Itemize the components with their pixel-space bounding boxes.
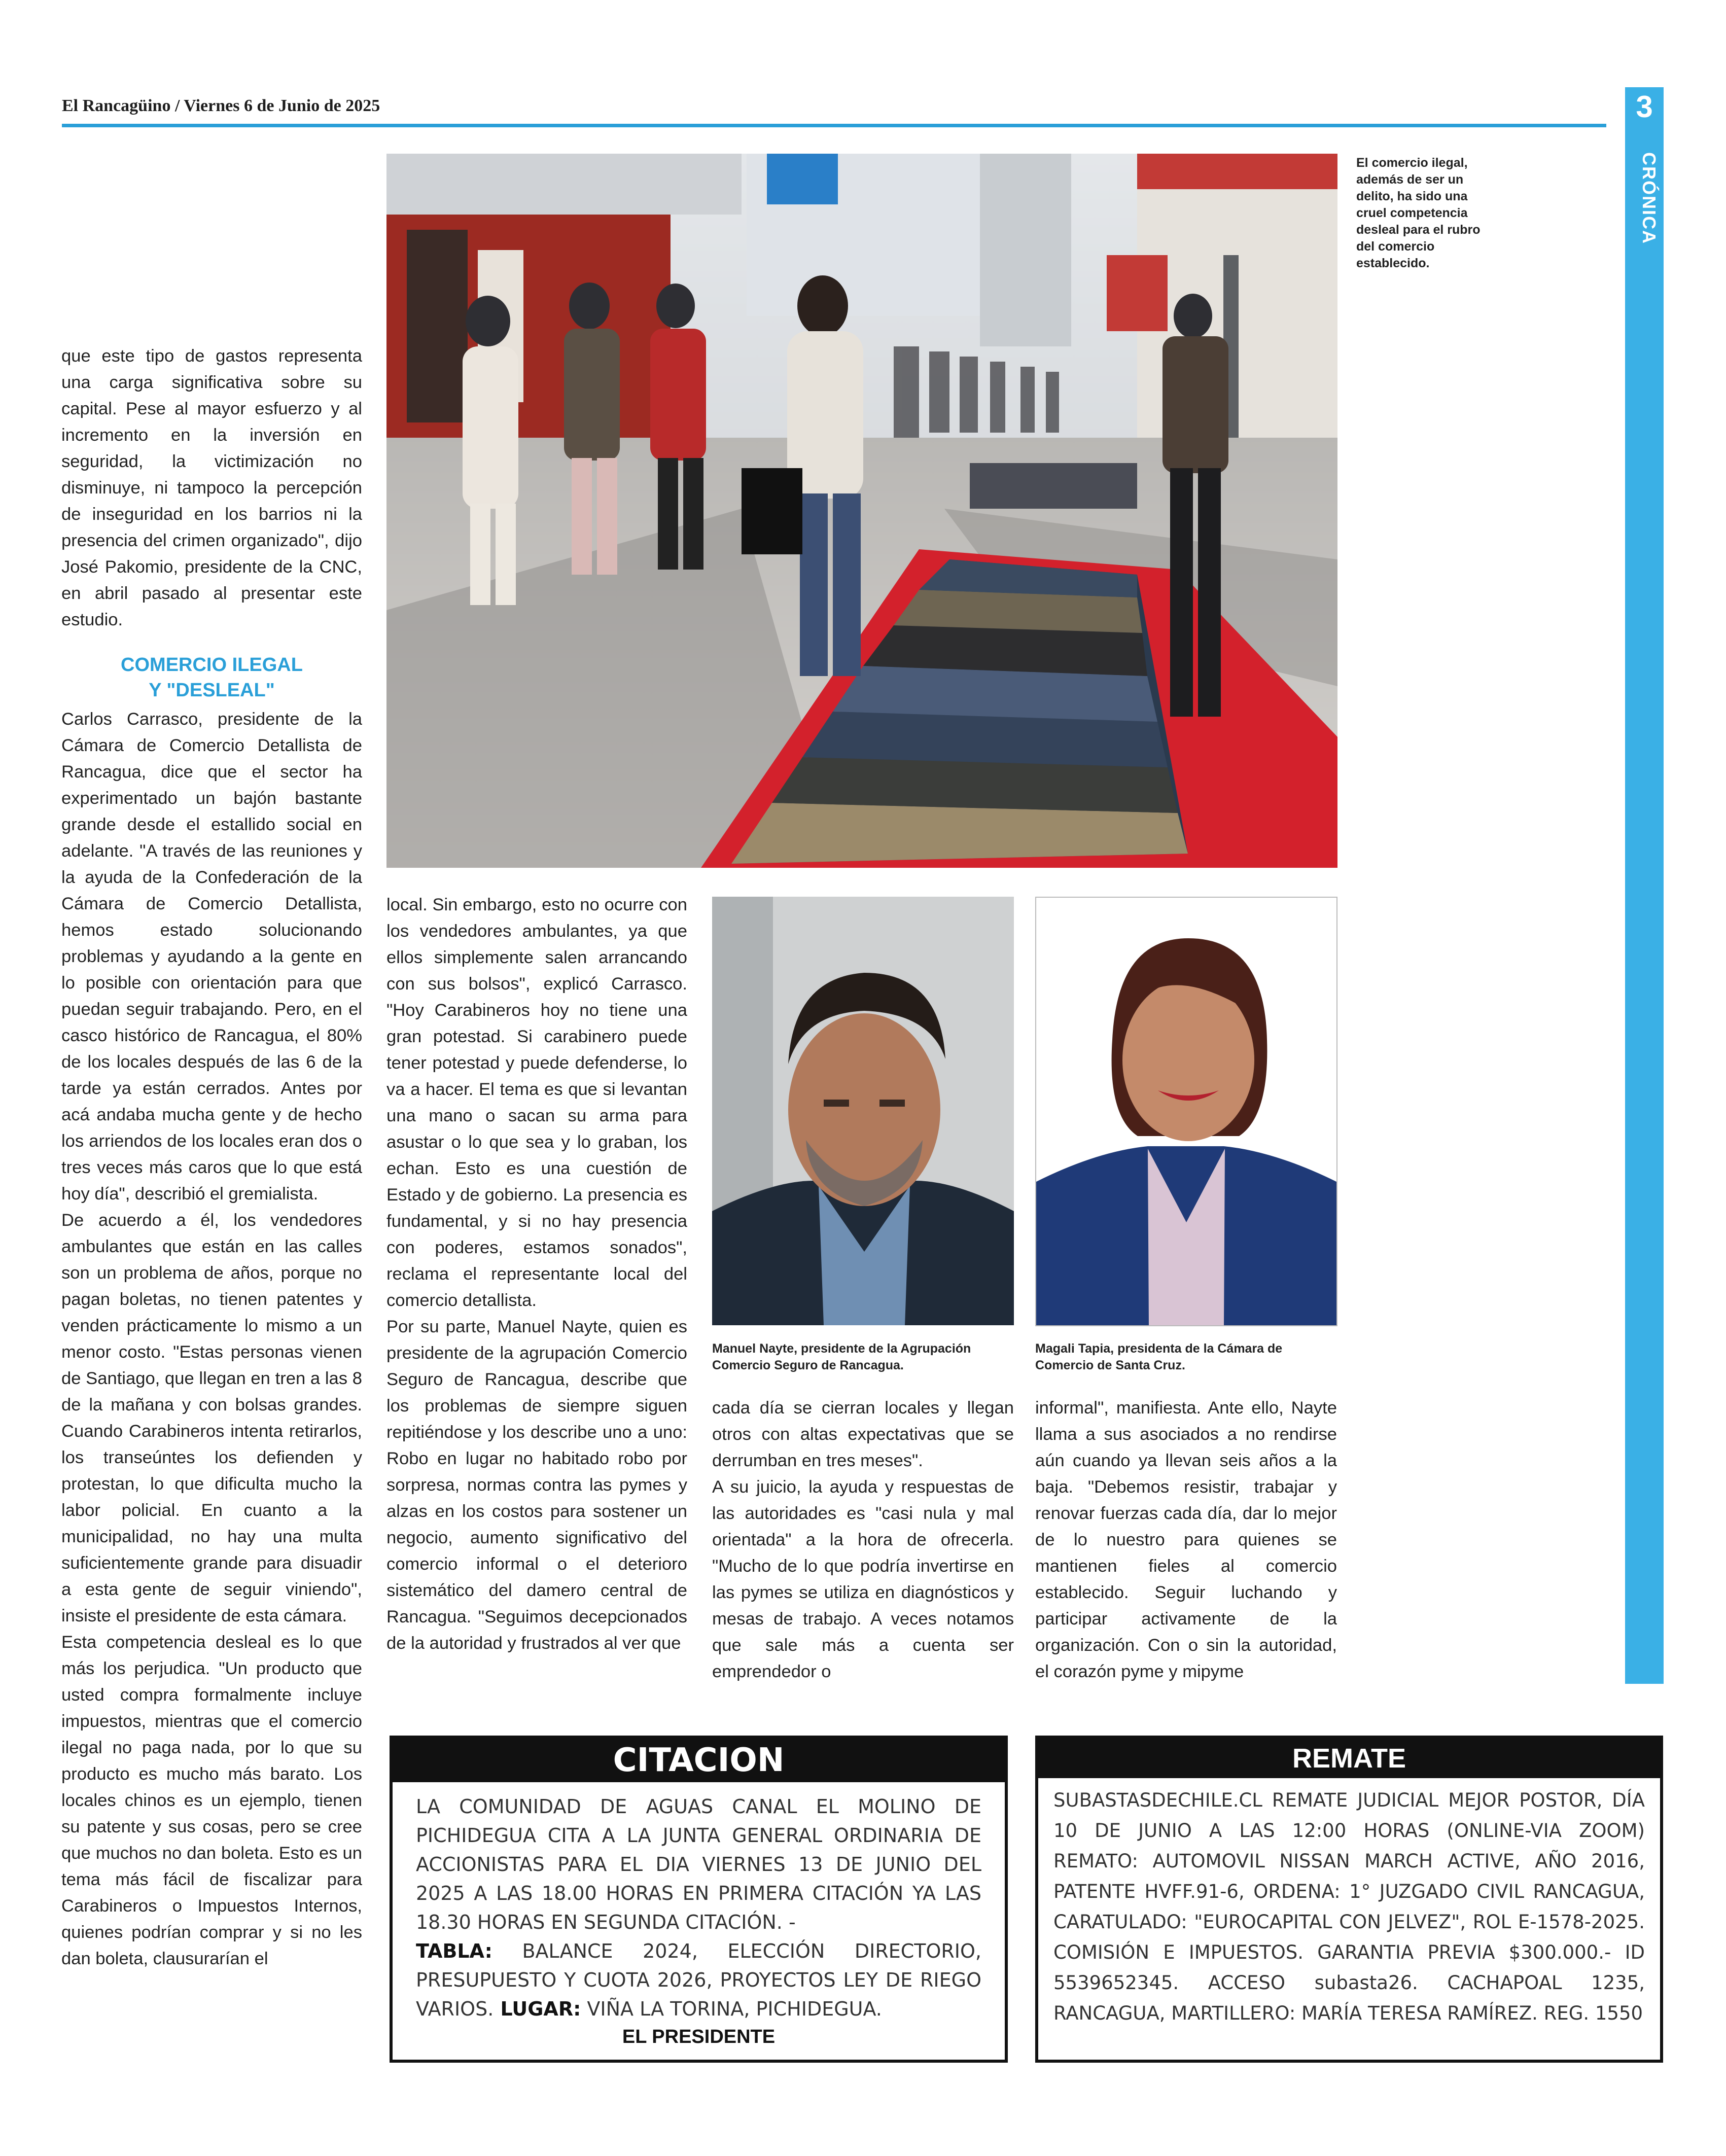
section-tab bbox=[1625, 87, 1664, 1684]
street-photo-illustration bbox=[386, 154, 1337, 868]
subheading-line-2: Y "DESLEAL" bbox=[149, 680, 275, 701]
main-photo-caption: El comercio ilegal, además de ser un delito, ha sido una cruel competencia desleal para el rubro del comercio establecido. bbox=[1356, 156, 1481, 270]
paragraph: Por su parte, Manuel Nayte, quien es presidente de la agrupación Comercio Seguro de Rancagua, describe que los problemas de siempre siguen repitiéndose y los describe uno a uno: Robo en lugar no habitado robo por sorpresa, normas contra las pymes y alzas en los costos para sostener un negocio, aumento significativo del comercio informal o el deterioro sistemático del damero central de Rancagua. "Seguimos decepcionados de la autoridad y frustrados al ver que bbox=[386, 1317, 687, 1653]
tabla-label: TABLA: bbox=[416, 1940, 492, 1962]
paragraph: local. Sin embargo, esto no ocurre con los vendedores ambulantes, ya que ellos simplemente salen arrancando con sus bolsos", explicó Carrasco. "Hoy Carabineros hoy no tiene una gran potestad. Si carabinero puede tener potestad y puede defenderse, lo va a hacer. El tema es que si levantan una mano o sacan su arma para asustar o lo que sea y lo graban, los echan. Esto es una cuestión de Estado y de gobierno. La presencia es fundamental, y si no hay presencia con poderes, estamos sonados", reclama el representante local del comercio detallista. bbox=[386, 895, 687, 1310]
header-separator: / bbox=[174, 96, 180, 115]
page-number: 3 bbox=[1636, 90, 1653, 124]
paragraph: Esta competencia desleal es lo que más los perjudica. "Un producto que usted compra formalmente incluye impuestos, mientras que el comercio ilegal no paga nada, por lo que su producto es mucho más barato. Los locales chinos es un ejemplo, tienen su patente y sus cosas, pero se cree que muchos no dan boleta. Esto es un tema más fácil de fiscalizar para Carabineros o Impuestos Internos, quienes podrían comprar y si no les dan boleta, clausurarían el bbox=[61, 1633, 362, 1968]
citacion-tabla bbox=[416, 1937, 981, 2024]
article-column-2 bbox=[386, 892, 687, 1656]
section-label: CRÓNICA bbox=[1639, 152, 1660, 244]
publication-date: Viernes 6 de Junio de 2025 bbox=[184, 96, 380, 115]
remate-body: SUBASTASDECHILE.CL REMATE JUDICIAL MEJOR POSTOR, DÍA 10 DE JUNIO A LAS 12:00 HORAS (ONLINE-VIA ZOOM) REMATO: AUTOMOVIL NISSAN MARCH ACTIVE, AÑO 2016, PATENTE HVFF.91-6, ORDENA: 1° JUZGADO CIVIL RANCAGUA, CARATULADO: "EUROCAPITAL CON JELVEZ", ROL E-1578-2025. COMISIÓN E IMPUESTOS. GARANTIA PREVIA $300.000.- ID 5539652345. ACCESO subasta26. CACHAPOAL 1235, RANCAGUA, MARTILLERO: MARÍA TERESA RAMÍREZ. REG. 1550 bbox=[1053, 1789, 1645, 2024]
subheading bbox=[61, 652, 362, 703]
article-column-3 bbox=[712, 1395, 1014, 1685]
article-column-1 bbox=[61, 343, 362, 1972]
paragraph: informal", manifiesta. Ante ello, Nayte llama a sus asociados a no rendirse aún cuando ya llevan seis años a la baja. "Debemos resistir, trabajar y renovar fuerzas cada día, dar lo mejor de lo nuestro para quienes se mantienen fieles al comercio establecido. Seguir luchando y participar activamente de la organización. Con o sin la autoridad, el corazón pyme y mipyme bbox=[1035, 1398, 1337, 1681]
portrait-1-caption: Manuel Nayte, presidente de la Agrupación Comercio Seguro de Rancagua. bbox=[712, 1341, 971, 1372]
lugar-label: LUGAR: bbox=[494, 1998, 581, 2020]
subheading-line-1: COMERCIO ILEGAL bbox=[121, 654, 303, 676]
lugar-text: VIÑA LA TORINA, PICHIDEGUA. bbox=[581, 1998, 882, 2020]
paragraph: De acuerdo a él, los vendedores ambulantes que están en las calles son un problema de años, porque no pagan boletas, no tienen patentes y venden prácticamente lo mismo a un menor costo. "Estas personas vienen de Santiago, que llegan en tren a las 8 de la mañana y con bolsas grandes. Cuando Carabineros intenta retirarlos, los transeúntes los defienden y protestan, lo que dificulta mucho la labor policial. En cuanto a la municipalidad, no hay una multa suficientemente grande para disuadir a esta gente de seguir viniendo", insiste el presidente de esta cámara. bbox=[61, 1211, 362, 1625]
street-market-photo bbox=[386, 154, 1337, 868]
citacion-title: CITACION bbox=[393, 1739, 1005, 1782]
citacion-body bbox=[393, 1782, 1005, 2050]
portrait-2-caption: Magali Tapia, presidenta de la Cámara de Comercio de Santa Cruz. bbox=[1035, 1341, 1283, 1372]
portrait-manuel-nayte bbox=[712, 897, 1014, 1325]
citacion-notice bbox=[390, 1736, 1008, 2063]
masthead bbox=[62, 96, 380, 116]
paragraph: cada día se cierran locales y llegan otros con altas expectativas que se derrumban en tres meses". bbox=[712, 1398, 1014, 1470]
tabla-text: BALANCE 2024, ELECCIÓN DIRECTORIO, PRESUPUESTO Y CUOTA 2026, PROYECTOS LEY DE RIEGO VARIOS. bbox=[416, 1940, 981, 2020]
portrait-woman-illustration bbox=[1036, 898, 1336, 1325]
header-rule bbox=[62, 124, 1606, 127]
remate-title: REMATE bbox=[1038, 1739, 1660, 1778]
article-column-4 bbox=[1035, 1395, 1337, 1685]
portrait-man-illustration bbox=[712, 897, 1014, 1325]
paragraph: Carlos Carrasco, presidente de la Cámara de Comercio Detallista de Rancagua, dice que el sector ha experimentado un bajón bastante grande desde el estallido social en adelante. "A través de las reuniones y la ayuda de la Confederación de la Cámara de Comercio Detallista, hemos estado solucionando problemas y ayudando a la gente en lo posible con orientación para que puedan seguir trabajando. Pero, en el casco histórico de Rancagua, el 80% de los locales después de las 6 de la tarde ya están cerrados. Antes por acá andaba mucha gente y de hecho los arriendos de los locales eran dos o tres veces más caros que lo que está hoy día", describió el gremialista. bbox=[61, 710, 362, 1204]
citacion-text: LA COMUNIDAD DE AGUAS CANAL EL MOLINO DE PICHIDEGUA CITA A LA JUNTA GENERAL ORDINARIA DE ACCIONISTAS PARA EL DIA VIERNES 13 DE JUNIO DEL 2025 A LAS 18.00 HORAS EN PRIMERA CITACIÓN YA LAS 18.30 HORAS EN SEGUNDA CITACIÓN. - bbox=[416, 1795, 981, 1933]
publication-name: El Rancagüino bbox=[62, 96, 171, 115]
paragraph: que este tipo de gastos representa una carga significativa sobre su capital. Pese al mayor esfuerzo y al incremento en la inversión en seguridad, la victimización no disminuye, ni tampoco la percepción de inseguridad en los barrios ni la presencia del crimen organizado", dijo José Pakomio, presidente de la CNC, en abril pasado al presentar este estudio. bbox=[61, 346, 362, 629]
remate-notice bbox=[1035, 1736, 1663, 2063]
citacion-signature: EL PRESIDENTE bbox=[622, 2026, 776, 2047]
portrait-magali-tapia bbox=[1035, 897, 1337, 1326]
paragraph: A su juicio, la ayuda y respuestas de las autoridades es "casi nula y mal orientada" a la hora de ofrecerla. "Mucho de lo que podría invertirse en las pymes se utiliza en diagnósticos y mesas de trabajo. A veces notamos que sale más a cuenta ser emprendedor o bbox=[712, 1477, 1014, 1681]
